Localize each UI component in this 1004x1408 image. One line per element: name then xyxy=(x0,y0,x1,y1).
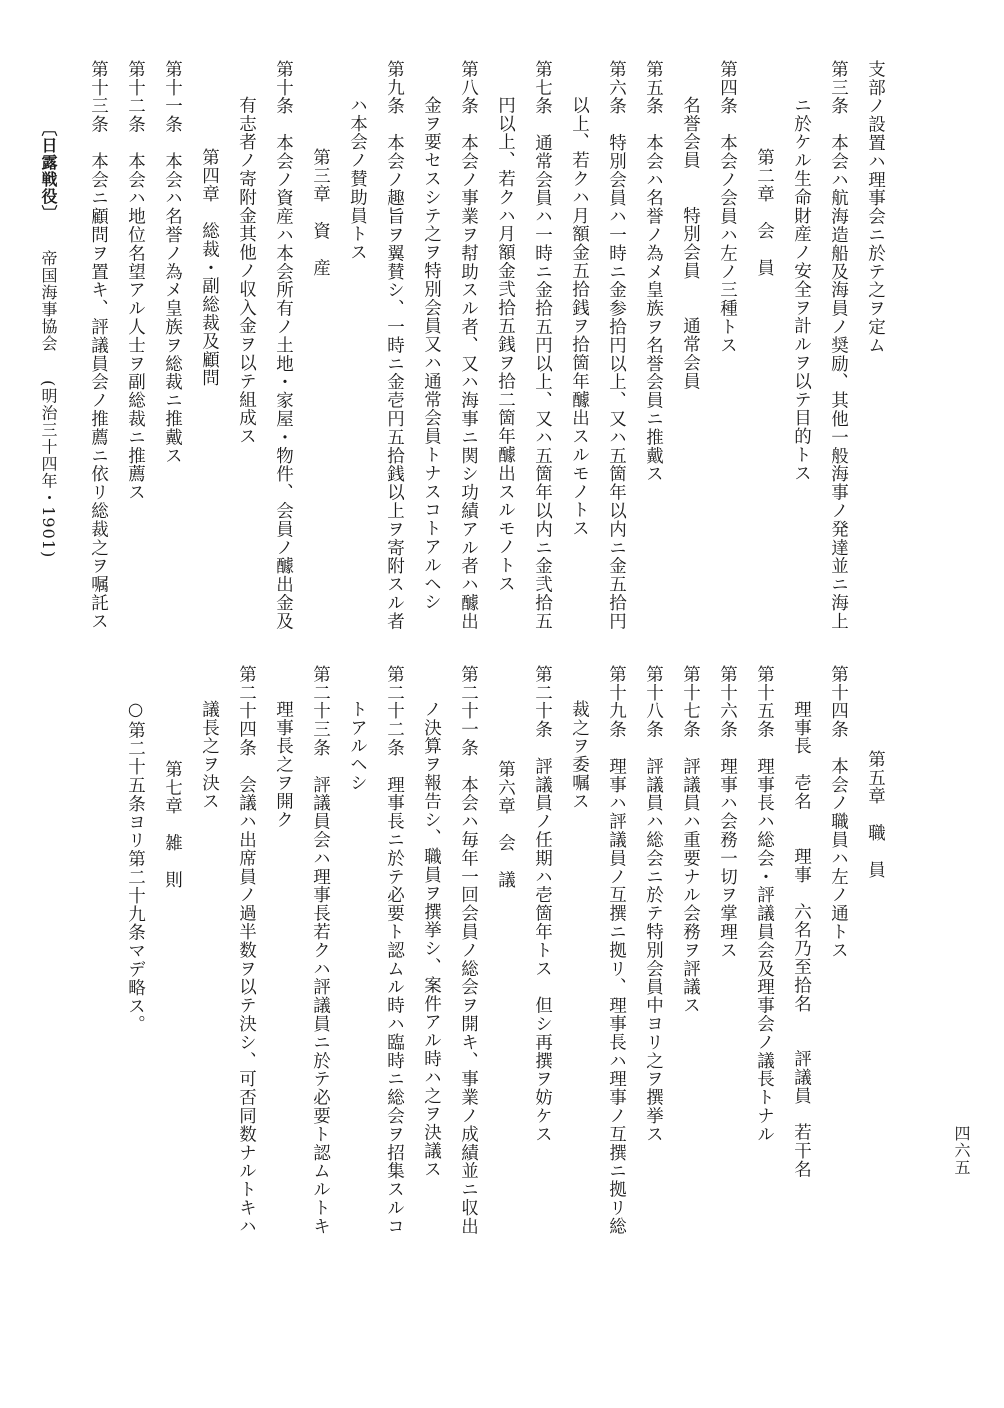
chapter-heading: 第六章 会 議 xyxy=(495,760,516,889)
omission-note: ○第二十五条ヨリ第二十九条マデ略ス。 xyxy=(125,700,146,1034)
officers-line: 理事長 壱名 理事 六名乃至拾名 評議員 若干名 xyxy=(791,700,812,1179)
text-line: 支部ノ設置ハ理事会ニ於テ之ヲ定ム xyxy=(865,60,886,355)
article-line: 第十五条 理事長ハ総会・評議員会及理事会ノ議長トナル xyxy=(754,665,775,1144)
article-line: 第八条 本会ノ事業ヲ幇助スル者、又ハ海事ニ関シ功績アル者ハ醵出 xyxy=(458,60,479,631)
continuation-line: 理事長之ヲ開ク xyxy=(273,700,294,829)
section-tag: 〔日露戦役〕 xyxy=(39,120,58,222)
article-line: 第六条 特別会員ハ一時ニ金参拾円以上、又ハ五箇年以内ニ金五拾円 xyxy=(606,60,627,631)
running-head xyxy=(40,120,56,558)
article-line: 第二十三条 評議員会ハ理事長若クハ評議員ニ於テ必要ト認ムルトキ xyxy=(310,665,331,1236)
continuation-line: ニ於ケル生命財産ノ安全ヲ計ルヲ以テ目的トス xyxy=(791,96,812,483)
document-date: (明治三十四年・1901) xyxy=(39,380,58,559)
continuation-line: 以上、若クハ月額金五拾銭ヲ拾箇年醵出スルモノトス xyxy=(569,96,590,538)
article-line: 第十九条 理事ハ評議員ノ互撰ニ拠リ、理事長ハ理事ノ互撰ニ拠リ総 xyxy=(606,665,627,1236)
continuation-line: トアルヘシ xyxy=(347,700,368,792)
continuation-line: 議長之ヲ決ス xyxy=(199,700,220,811)
article-line: 第十六条 理事ハ会務一切ヲ掌理ス xyxy=(717,665,738,960)
article-line: 第五条 本会ハ名誉ノ為メ皇族ヲ名誉会員ニ推戴ス xyxy=(643,60,664,484)
article-line: 第二十二条 理事長ニ於テ必要ト認ムル時ハ臨時ニ総会ヲ招集スルコ xyxy=(384,665,405,1236)
article-line: 第十一条 本会ハ名誉ノ為メ皇族ヲ総裁ニ推戴ス xyxy=(162,60,183,465)
article-line: 第十三条 本会ニ顧問ヲ置キ、評議員会ノ推薦ニ依リ総裁之ヲ嘱託ス xyxy=(88,60,109,631)
continuation-line: 円以上、若クハ月額金弐拾五銭ヲ拾二箇年醵出スルモノトス xyxy=(495,96,516,593)
article-line: 第十四条 本会ノ職員ハ左ノ通トス xyxy=(828,665,849,960)
chapter-heading: 第二章 会 員 xyxy=(754,148,775,277)
article-line: 第七条 通常会員ハ一時ニ金拾五円以上、又ハ五箇年以内ニ金弐拾五 xyxy=(532,60,553,631)
chapter-heading: 第三章 資 産 xyxy=(310,148,331,277)
page-number: 四六五 xyxy=(952,1125,971,1176)
article-line: 第四条 本会ノ会員ハ左ノ三種トス xyxy=(717,60,738,355)
continuation-line: ノ決算ヲ報告シ、職員ヲ撰挙シ、案件アル時ハ之ヲ決議ス xyxy=(421,700,442,1179)
article-line: 第二十四条 会議ハ出席員ノ過半数ヲ以テ決シ、可否同数ナルトキハ xyxy=(236,665,257,1236)
continuation-line: 裁之ヲ委嘱ス xyxy=(569,700,590,811)
article-line: 第十八条 評議員ハ総会ニ於テ特別会員中ヨリ之ヲ撰挙ス xyxy=(643,665,664,1144)
article-line: 第十条 本会ノ資産ハ本会所有ノ土地・家屋・物件、会員ノ醵出金及 xyxy=(273,60,294,631)
article-line: 第九条 本会ノ趣旨ヲ翼賛シ、一時ニ金壱円五拾銭以上ヲ寄附スル者 xyxy=(384,60,405,631)
document-title: 帝国海事協会 xyxy=(39,250,58,352)
article-line: 第十七条 評議員ハ重要ナル会務ヲ評議ス xyxy=(680,665,701,1015)
chapter-heading: 第四章 総裁・副総裁及顧問 xyxy=(199,148,220,388)
article-line: 第十二条 本会ハ地位名望アル人士ヲ副総裁ニ推薦ス xyxy=(125,60,146,502)
member-types-line: 名誉会員 特別会員 通常会員 xyxy=(680,96,701,391)
chapter-heading: 第七章 雑 則 xyxy=(162,760,183,889)
continuation-line: 金ヲ要セスシテ之ヲ特別会員又ハ通常会員トナスコトアルヘシ xyxy=(421,96,442,612)
article-line: 第二十一条 本会ハ毎年一回会員ノ総会ヲ開キ、事業ノ成績並ニ収出 xyxy=(458,665,479,1236)
article-line: 第二十条 評議員ノ任期ハ壱箇年トス 但シ再撰ヲ妨ケス xyxy=(532,665,553,1144)
chapter-heading: 第五章 職 員 xyxy=(865,750,886,879)
article-line: 第三条 本会ハ航海造船及海員ノ奨励、其他一般海事ノ発達並ニ海上 xyxy=(828,60,849,631)
continuation-line: ハ本会ノ賛助員トス xyxy=(347,96,368,262)
continuation-line: 有志者ノ寄附金其他ノ収入金ヲ以テ組成ス xyxy=(236,96,257,446)
